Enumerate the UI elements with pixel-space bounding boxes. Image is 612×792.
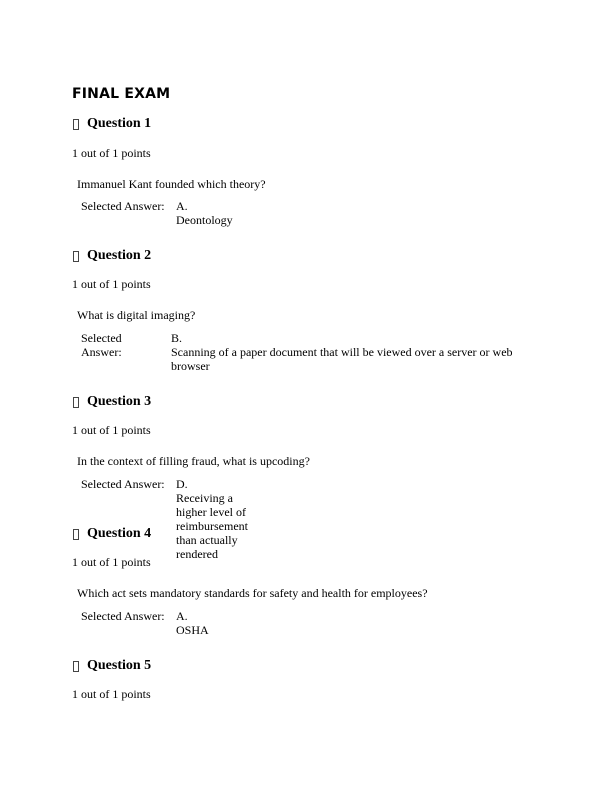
answer-text: Scanning of a paper document that will be viewed over a server or web browser (171, 345, 513, 373)
answer-text: OSHA (176, 623, 209, 637)
answer-letter: A. (176, 609, 188, 623)
question-points: 1 out of 1 points (72, 423, 151, 437)
selected-answer-label-line1: Selected (81, 331, 122, 345)
answer-text: Deontology (176, 213, 233, 227)
selected-answer-label-line2: Answer: (81, 345, 122, 359)
question-points: 1 out of 1 points (72, 277, 151, 291)
selected-answer-value (171, 331, 531, 373)
question-status-icon (73, 529, 79, 540)
question-heading (72, 394, 151, 410)
selected-answer-label: Selected Answer: (81, 609, 165, 623)
question-status-icon (73, 397, 79, 408)
selected-answer-value (176, 609, 209, 637)
question-heading-text: Question 5 (87, 658, 152, 673)
selected-answer-label: Selected Answer: (81, 199, 165, 213)
question-text: Which act sets mandatory standards for safety and health for employees? (77, 586, 428, 600)
question-text: In the context of filling fraud, what is upcoding? (77, 454, 310, 468)
answer-letter: B. (171, 331, 183, 345)
question-points: 1 out of 1 points (72, 146, 151, 160)
question-heading-text: Question 4 (87, 526, 152, 541)
exam-title: FINAL EXAM (72, 86, 171, 102)
question-points: 1 out of 1 points (72, 555, 151, 569)
question-heading-text: Question 1 (87, 116, 152, 131)
question-heading (72, 248, 151, 264)
question-status-icon (73, 661, 79, 672)
selected-answer-label (81, 331, 141, 359)
answer-text: Receiving a higher level of reimbursement than actually rendered (176, 491, 248, 561)
question-status-icon (73, 119, 79, 130)
question-heading-text: Question 3 (87, 394, 152, 409)
question-text: What is digital imaging? (77, 308, 196, 322)
selected-answer-label: Selected Answer: (81, 477, 165, 491)
question-text: Immanuel Kant founded which theory? (77, 177, 266, 191)
question-status-icon (73, 251, 79, 262)
question-heading-text: Question 2 (87, 248, 152, 263)
answer-letter: A. (176, 199, 188, 213)
question-heading (72, 658, 151, 674)
selected-answer-value (176, 199, 233, 227)
selected-answer-value (176, 477, 248, 561)
question-points: 1 out of 1 points (72, 687, 151, 701)
question-heading (72, 526, 151, 542)
answer-letter: D. (176, 477, 188, 491)
question-heading (72, 116, 151, 132)
